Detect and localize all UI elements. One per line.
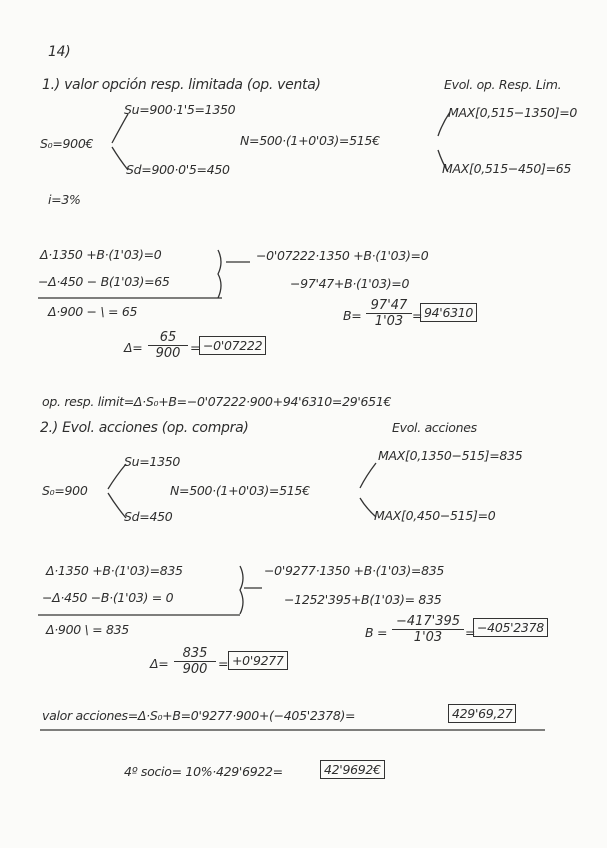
part2-b-eq: = <box>465 625 476 640</box>
partner-value-box: 42'9692€ <box>320 760 385 779</box>
part1-n: N=500·(1+0'03)=515€ <box>240 133 380 148</box>
part1-eq1: Δ·1350 +B·(1'03)=0 <box>40 247 162 262</box>
evol-branch-up-2 <box>360 463 376 488</box>
part1-eq-sum: Δ·900 − \ = 65 <box>48 304 138 319</box>
part2-s0: S₀=900 <box>42 483 88 498</box>
part2-eq2: −Δ·450 −B·(1'03) = 0 <box>42 590 174 605</box>
part1-b-fraction <box>366 298 412 329</box>
part1-delta-denominator: 900 <box>155 346 181 361</box>
part1-b-value-box: 94'6310 <box>420 303 477 322</box>
system-brace-1 <box>218 250 221 298</box>
part1-b-numerator: 97'47 <box>366 298 412 314</box>
part2-delta-value-box: +0'9277 <box>228 651 288 670</box>
part2-delta-label: Δ= <box>150 656 169 671</box>
part2-max-up: MAX[0,1350−515]=835 <box>378 448 523 463</box>
part1-b-eq: = <box>412 308 423 323</box>
part1-delta-label: Δ= <box>124 340 143 355</box>
part2-delta-numerator: 835 <box>174 646 216 662</box>
part1-su: Su=900·1'5=1350 <box>124 102 236 117</box>
part1-result: op. resp. limit=Δ·S₀+B=−0'07222·900+94'6310=29'651€ <box>42 394 392 409</box>
part2-n: N=500·(1+0'03)=515€ <box>170 483 310 498</box>
part2-delta-eq: = <box>218 656 229 671</box>
part1-evol-title: Evol. op. Resp. Lim. <box>444 77 562 92</box>
part1-b-denominator: 1'03 <box>374 314 404 329</box>
part2-delta-fraction <box>174 646 216 677</box>
part2-result-value-box: 429'69,27 <box>448 704 516 723</box>
partner-prefix: 4º socio= 10%·429'6922= <box>124 764 283 779</box>
part1-delta-fraction <box>148 330 188 361</box>
part1-sub2: −97'47+B·(1'03)=0 <box>290 276 410 291</box>
part2-su: Su=1350 <box>124 454 181 469</box>
part1-sub1: −0'07222·1350 +B·(1'03)=0 <box>256 248 429 263</box>
part2-b-value-box: −405'2378 <box>473 618 548 637</box>
part1-b-label: B= <box>343 308 362 323</box>
system-brace-2 <box>240 566 243 614</box>
part2-b-denominator: 1'03 <box>413 630 443 645</box>
part1-interest: i=3% <box>48 192 81 207</box>
part1-delta-numerator: 65 <box>148 330 188 346</box>
part1-max-up: MAX[0,515−1350]=0 <box>448 105 578 120</box>
part1-delta-value-box: −0'07222 <box>199 336 266 355</box>
part1-max-down: MAX[0,515−450]=65 <box>442 161 572 176</box>
part1-delta-eq: = <box>190 340 201 355</box>
problem-number: 14) <box>48 44 71 60</box>
part2-sd: Sd=450 <box>124 509 173 524</box>
part2-evol-title: Evol. acciones <box>392 420 477 435</box>
part2-sub1: −0'9277·1350 +B·(1'03)=835 <box>264 563 445 578</box>
part2-sub2: −1252'395+B(1'03)= 835 <box>284 592 442 607</box>
part1-eq2: −Δ·450 − B(1'03)=65 <box>38 274 170 289</box>
part2-b-numerator: −417'395 <box>392 614 464 630</box>
part2-b-fraction <box>392 614 464 645</box>
part2-title: 2.) Evol. acciones (op. compra) <box>40 420 249 436</box>
tree-branch-up-1 <box>112 114 128 143</box>
part1-s0: S₀=900€ <box>40 136 94 151</box>
part1-title: 1.) valor opción resp. limitada (op. venta) <box>42 77 321 93</box>
part1-sd: Sd=900·0'5=450 <box>126 162 230 177</box>
part2-delta-denominator: 900 <box>182 662 208 677</box>
part2-b-label: B = <box>365 625 388 640</box>
part2-max-down: MAX[0,450−515]=0 <box>374 508 496 523</box>
part2-eq-sum: Δ·900 \ = 835 <box>46 622 129 637</box>
part2-result-prefix: valor acciones=Δ·S₀+B=0'9277·900+(−405'2378)= <box>42 708 356 723</box>
part2-eq1: Δ·1350 +B·(1'03)=835 <box>46 563 183 578</box>
